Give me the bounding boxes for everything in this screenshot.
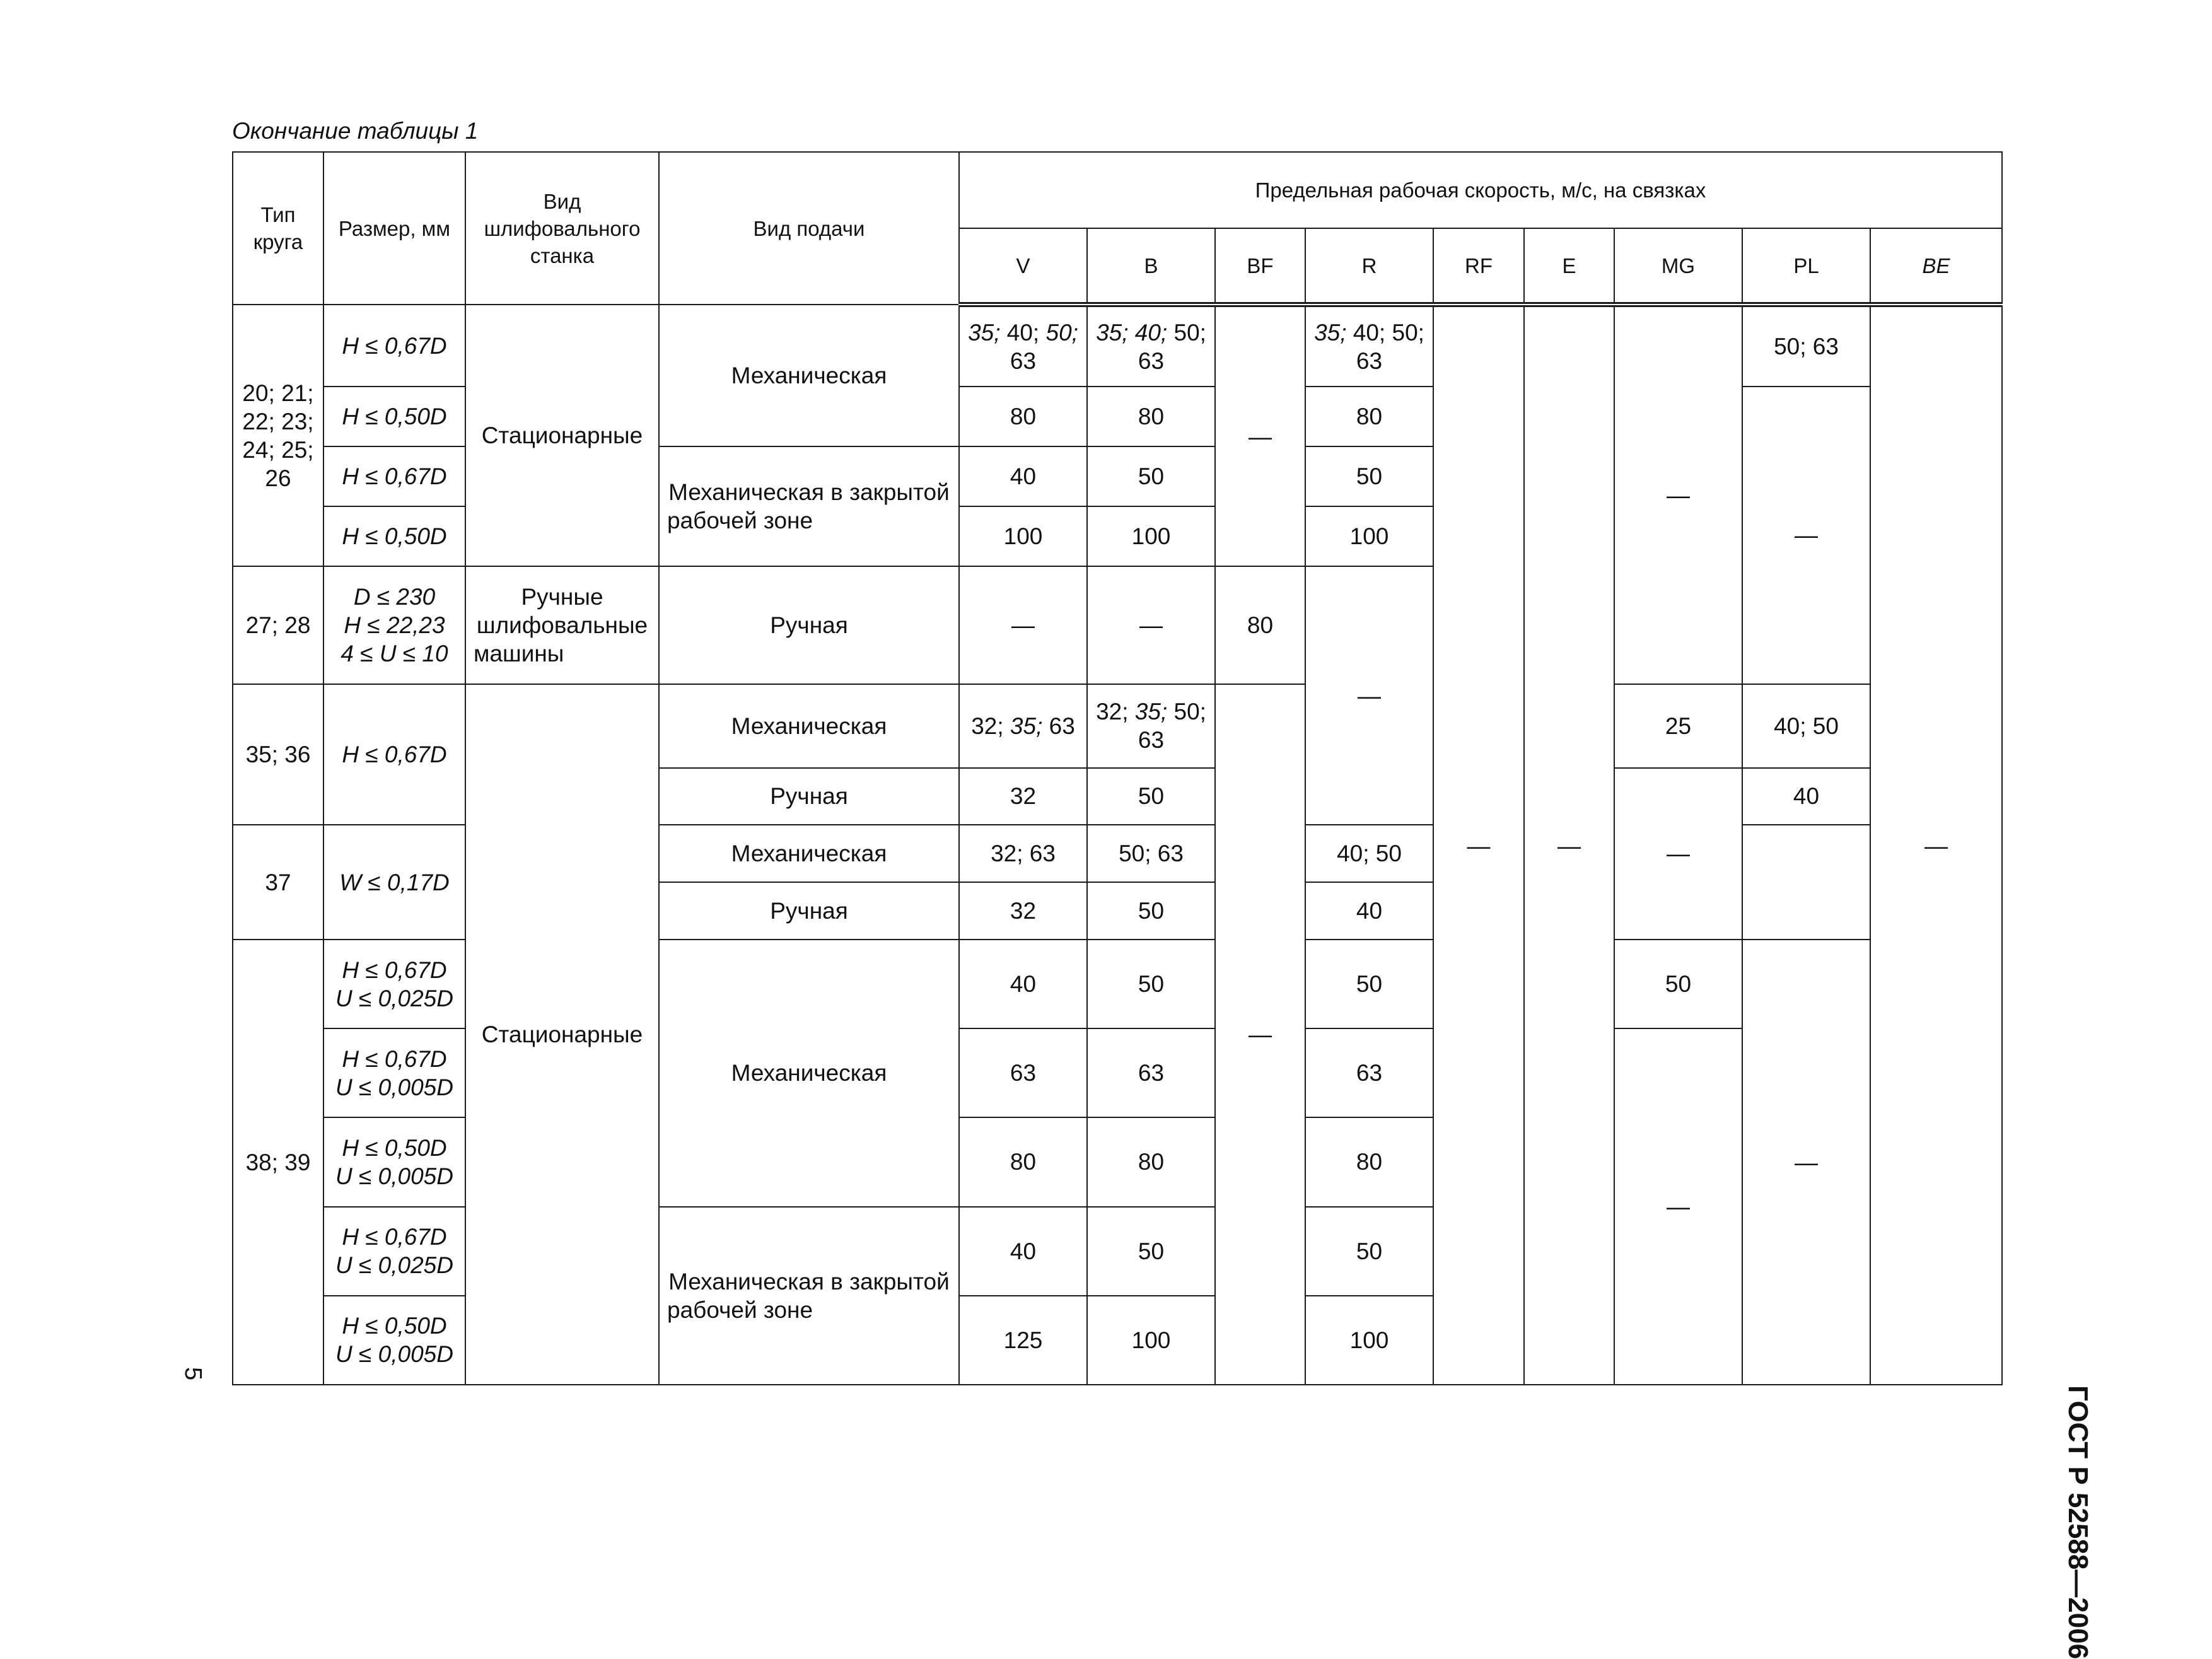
type-cell: 37 [233,825,323,940]
pl-cell: 50; 63 [1742,305,1870,387]
v-cell: — [959,566,1087,684]
header-bond-e: E [1524,228,1614,305]
v-value-d: 63 [1010,347,1037,374]
b-cell [1087,684,1215,768]
header-bond-pl: PL [1742,228,1870,305]
v-cell: 40 [959,940,1087,1028]
bf-cell: — [1215,684,1305,1385]
header-machine: Вид шлифовального станка [465,152,659,305]
size-cell: H ≤ 0,67D U ≤ 0,025D [323,940,465,1028]
v-cell: 40 [959,1207,1087,1296]
bf-cell: 80 [1215,566,1305,684]
b-value-d: 63 [1138,727,1165,754]
size-cell: H ≤ 0,50D [323,387,465,446]
v-value-c: 50; [1045,319,1078,346]
size-cell: W ≤ 0,17D [323,825,465,940]
v-cell: 80 [959,387,1087,446]
size-cell: H ≤ 0,67D [323,305,465,387]
b-cell: 50; 63 [1087,825,1215,882]
type-cell: 20; 21; 22; 23; 24; 25; 26 [233,305,323,566]
size-cell: H ≤ 0,67D [323,684,465,825]
size-cell: D ≤ 230 H ≤ 22,23 4 ≤ U ≤ 10 [323,566,465,684]
b-cell: 50 [1087,940,1215,1028]
v-cell: 100 [959,506,1087,566]
feed-cell: Механическая в закрытой рабочей зоне [659,1207,959,1385]
rf-cell: — [1433,305,1524,1385]
b-value-b: 40; [1134,319,1168,346]
be-cell: — [1870,305,2002,1385]
r-cell: 50 [1305,940,1433,1028]
v-cell: 40 [959,446,1087,506]
pl-cell: — [1742,940,1870,1385]
table-row [233,305,2002,387]
mg-cell: 25 [1614,684,1742,768]
r-cell: 63 [1305,1028,1433,1117]
v-cell: 32; 63 [959,825,1087,882]
r-cell: 100 [1305,1296,1433,1385]
b-cell: 100 [1087,1296,1215,1385]
pl-cell: 40 [1305,882,1433,940]
bf-cell: — [1215,305,1305,566]
b-value-a: 35; [1096,319,1129,346]
v-value-a: 32; [971,713,1004,739]
r-cell: 80 [1305,1117,1433,1206]
header-row-1 [233,152,2002,228]
r-cell: — [1305,566,1433,824]
feed-cell: Механическая [659,305,959,446]
machine-cell: Ручные шлифовальные машины [465,566,659,684]
type-cell: 35; 36 [233,684,323,825]
header-bond-be: BE [1870,228,2002,305]
v-value-c: 63 [1049,713,1075,739]
size-cell: H ≤ 0,50D [323,506,465,566]
header-bond-b: B [1087,228,1215,305]
v-cell: 80 [959,1117,1087,1206]
feed-cell: Ручная [659,768,959,825]
header-bond-rf: RF [1433,228,1524,305]
pl-cell: 40 [1742,768,1870,825]
v-cell [959,684,1087,768]
standard-code: ГОСТ Р 52588—2006 [2063,1385,2093,1659]
size-cell: H ≤ 0,67D U ≤ 0,025D [323,1207,465,1296]
r-cell [1305,305,1433,387]
mg-cell: — [1614,1028,1742,1385]
feed-cell: Механическая в закрытой рабочей зоне [659,446,959,566]
header-bond-mg: MG [1614,228,1742,305]
b-cell: 50 [1087,446,1215,506]
r-cell: 50 [1305,1207,1433,1296]
b-cell: 80 [1087,387,1215,446]
r-cell: 100 [1305,506,1433,566]
feed-cell: Механическая [659,684,959,768]
feed-cell: Ручная [659,882,959,940]
mg-cell: — [1614,768,1742,940]
b-cell: 50 [1087,1207,1215,1296]
size-cell: H ≤ 0,50D U ≤ 0,005D [323,1117,465,1206]
v-value-a: 35; [968,319,1001,346]
feed-cell: Механическая [659,940,959,1206]
size-cell: H ≤ 0,67D [323,446,465,506]
header-feed: Вид подачи [659,152,959,305]
b-value-c: 50; [1173,319,1206,346]
b-cell: 100 [1087,506,1215,566]
b-cell: 80 [1087,1117,1215,1206]
pl-cell: 40; 50 [1742,684,1870,768]
b-value-c: 50; [1173,699,1206,725]
b-cell: 50 [1087,882,1215,940]
r-cell: 50 [1305,446,1433,506]
b-value-a: 32; [1096,699,1129,725]
mg-cell: — [1614,305,1742,684]
v-cell: 32 [959,882,1087,940]
machine-cell: Стационарные [465,684,659,1385]
header-size: Размер, мм [323,152,465,305]
mg-cell: 50 [1614,940,1742,1028]
pl-cell: 40; 50 [1305,825,1433,882]
v-value-b: 40; [1006,319,1040,346]
pl-cell: — [1742,387,1870,684]
type-cell: 38; 39 [233,940,323,1385]
b-value-b: 35; [1134,699,1168,725]
v-cell [959,305,1087,387]
b-cell [1087,305,1215,387]
b-cell: 50 [1087,768,1215,825]
page-number: 5 [180,1367,206,1381]
size-cell: H ≤ 0,50D U ≤ 0,005D [323,1296,465,1385]
v-cell: 63 [959,1028,1087,1117]
b-cell: 63 [1087,1028,1215,1117]
machine-cell: Стационарные [465,305,659,566]
header-bond-bf: BF [1215,228,1305,305]
v-cell: 125 [959,1296,1087,1385]
feed-cell: Ручная [659,566,959,684]
r-value-b: 40; 50; [1353,319,1424,346]
b-value-d: 63 [1138,347,1165,374]
v-value-b: 35; [1010,713,1043,739]
header-speed: Предельная рабочая скорость, м/с, на связках [959,152,2002,228]
header-bond-r: R [1305,228,1433,305]
header-type: Тип круга [233,152,323,305]
table-row [233,684,2002,726]
table-caption: Окончание таблицы 1 [232,118,479,144]
b-cell: — [1087,566,1215,684]
r-value-c: 63 [1356,347,1383,374]
feed-cell: Механическая [659,825,959,882]
r-cell: 80 [1305,387,1433,446]
e-cell: — [1524,305,1614,1385]
r-value-a: 35; [1314,319,1347,346]
header-bond-v: V [959,228,1087,305]
speed-limits-table [232,151,2003,1385]
type-cell: 27; 28 [233,566,323,684]
v-cell: 32 [959,768,1087,825]
size-cell: H ≤ 0,67D U ≤ 0,005D [323,1028,465,1117]
